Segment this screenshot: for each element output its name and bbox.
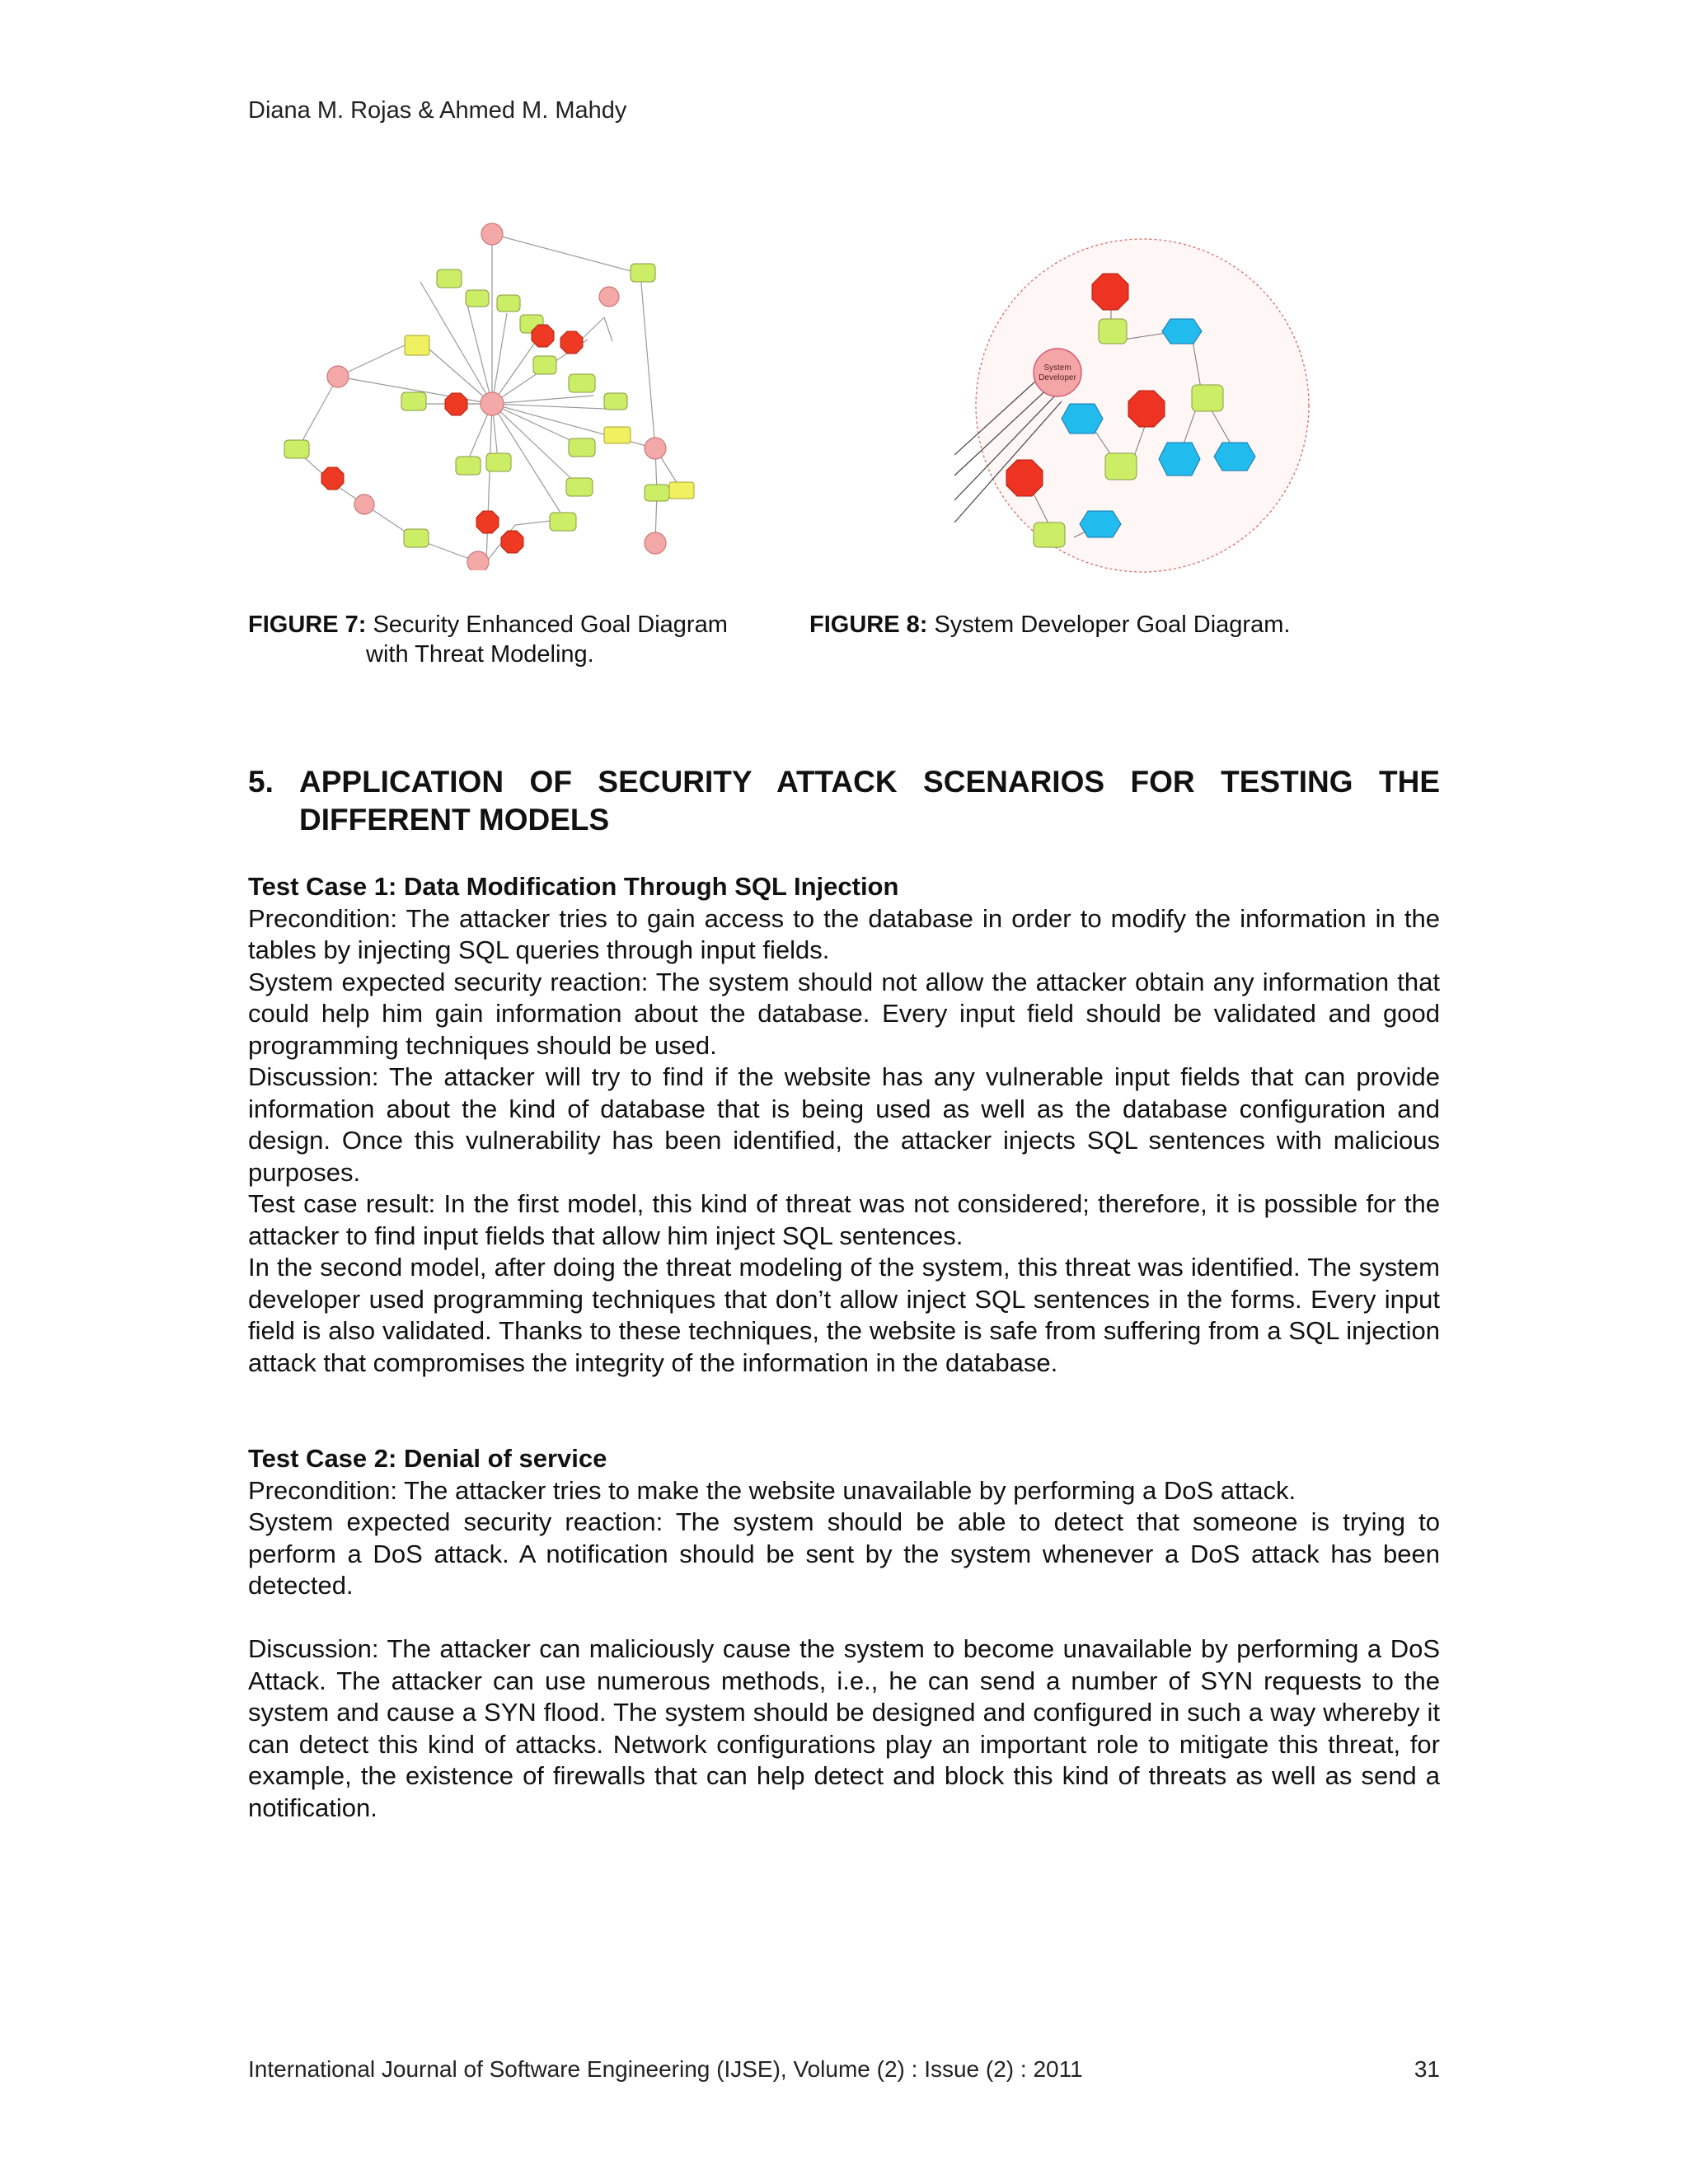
figure-8-caption <box>809 610 1386 640</box>
figure-7-goal-diagram <box>276 216 705 570</box>
journal-citation: International Journal of Software Engineering (IJSE), Volume (2) : Issue (2) : 2011 <box>248 2056 1083 2082</box>
running-head: Diana M. Rojas & Ahmed M. Mahdy <box>248 97 627 124</box>
section-title: APPLICATION OF SECURITY ATTACK SCENARIOS FOR TESTING THE DIFFERENT MODELS <box>299 765 1440 837</box>
section-number: 5. <box>248 765 274 799</box>
test-case-1-heading: Test Case 1: Data Modification Through SQL Injection <box>248 872 899 901</box>
figure-7-label: FIGURE 7: <box>248 612 367 638</box>
test-case-2-precondition: Precondition: The attacker tries to make the website unavailable by performing a DoS attack. <box>248 1475 1296 1505</box>
svg-text:Developer: Developer <box>1039 373 1076 382</box>
test-case-1-precondition: Precondition: The attacker tries to gain access to the database in order to modify the information in the tables by injecting SQL queries through input fields. <box>248 903 1440 964</box>
svg-text:System: System <box>1043 363 1071 373</box>
test-case-2-heading: Test Case 2: Denial of service <box>248 1444 607 1473</box>
test-case-1-result: Test case result: In the first model, this kind of threat was not considered; therefore, it is possible for the attacker to find input fields that allow him inject SQL sentences. <box>248 1189 1440 1250</box>
figure-8-system-developer-diagram <box>954 216 1317 595</box>
page-footer <box>248 2056 1440 2083</box>
system-developer-actor-icon <box>1034 349 1081 396</box>
test-case-2-discussion: Discussion: The attacker can maliciously cause the system to become unavailable by performing a DoS Attack. The attacker can use numerous methods, i.e., he can send a number of SYN requests to the system and cause a SYN flood. The system should be designed and configured in such a way whereby it can detect this kind of attacks. Network configurations play an important role to mitigate this threat, for example, the existence of firewalls that can help detect and block this kind of threats as well as send a notification. <box>248 1634 1440 1822</box>
test-case-1-expected-reaction: System expected security reaction: The system should not allow the attacker obtain any information that could help him gain information about the database. Every input field should be validated and good programming techniques should be used. <box>248 967 1440 1060</box>
page-number: 31 <box>1414 2056 1440 2082</box>
test-case-2-expected-reaction: System expected security reaction: The system should be able to detect that someone is trying to perform a DoS attack. A notification should be sent by the system whenever a DoS attack has been detected. <box>248 1507 1440 1600</box>
test-case-1-discussion: Discussion: The attacker will try to find if the website has any vulnerable input fields that can provide information about the kind of database that is being used as well as the database configuration and design. Once this vulnerability has been identified, the attacker injects SQL sentences with malicious purposes. <box>248 1062 1440 1187</box>
figure-7-caption <box>248 610 776 669</box>
figure-7-caption-line1: Security Enhanced Goal Diagram <box>373 612 728 638</box>
figure-8-caption-text: System Developer Goal Diagram. <box>934 612 1291 638</box>
figure-7-caption-line2: with Threat Modeling. <box>366 641 594 668</box>
test-case-1 <box>248 871 1440 1379</box>
test-case-2 <box>248 1443 1440 1824</box>
section-heading <box>248 763 1440 839</box>
figure-8-label: FIGURE 8: <box>809 612 928 638</box>
test-case-1-second-model: In the second model, after doing the threat modeling of the system, this threat was identified. The system developer used programming techniques that don’t allow inject SQL sentences in the forms. Every input field is also validated. Thanks to these techniques, the website is safe from suffering from a SQL injection attack that compromises the integrity of the information in the database. <box>248 1253 1440 1377</box>
